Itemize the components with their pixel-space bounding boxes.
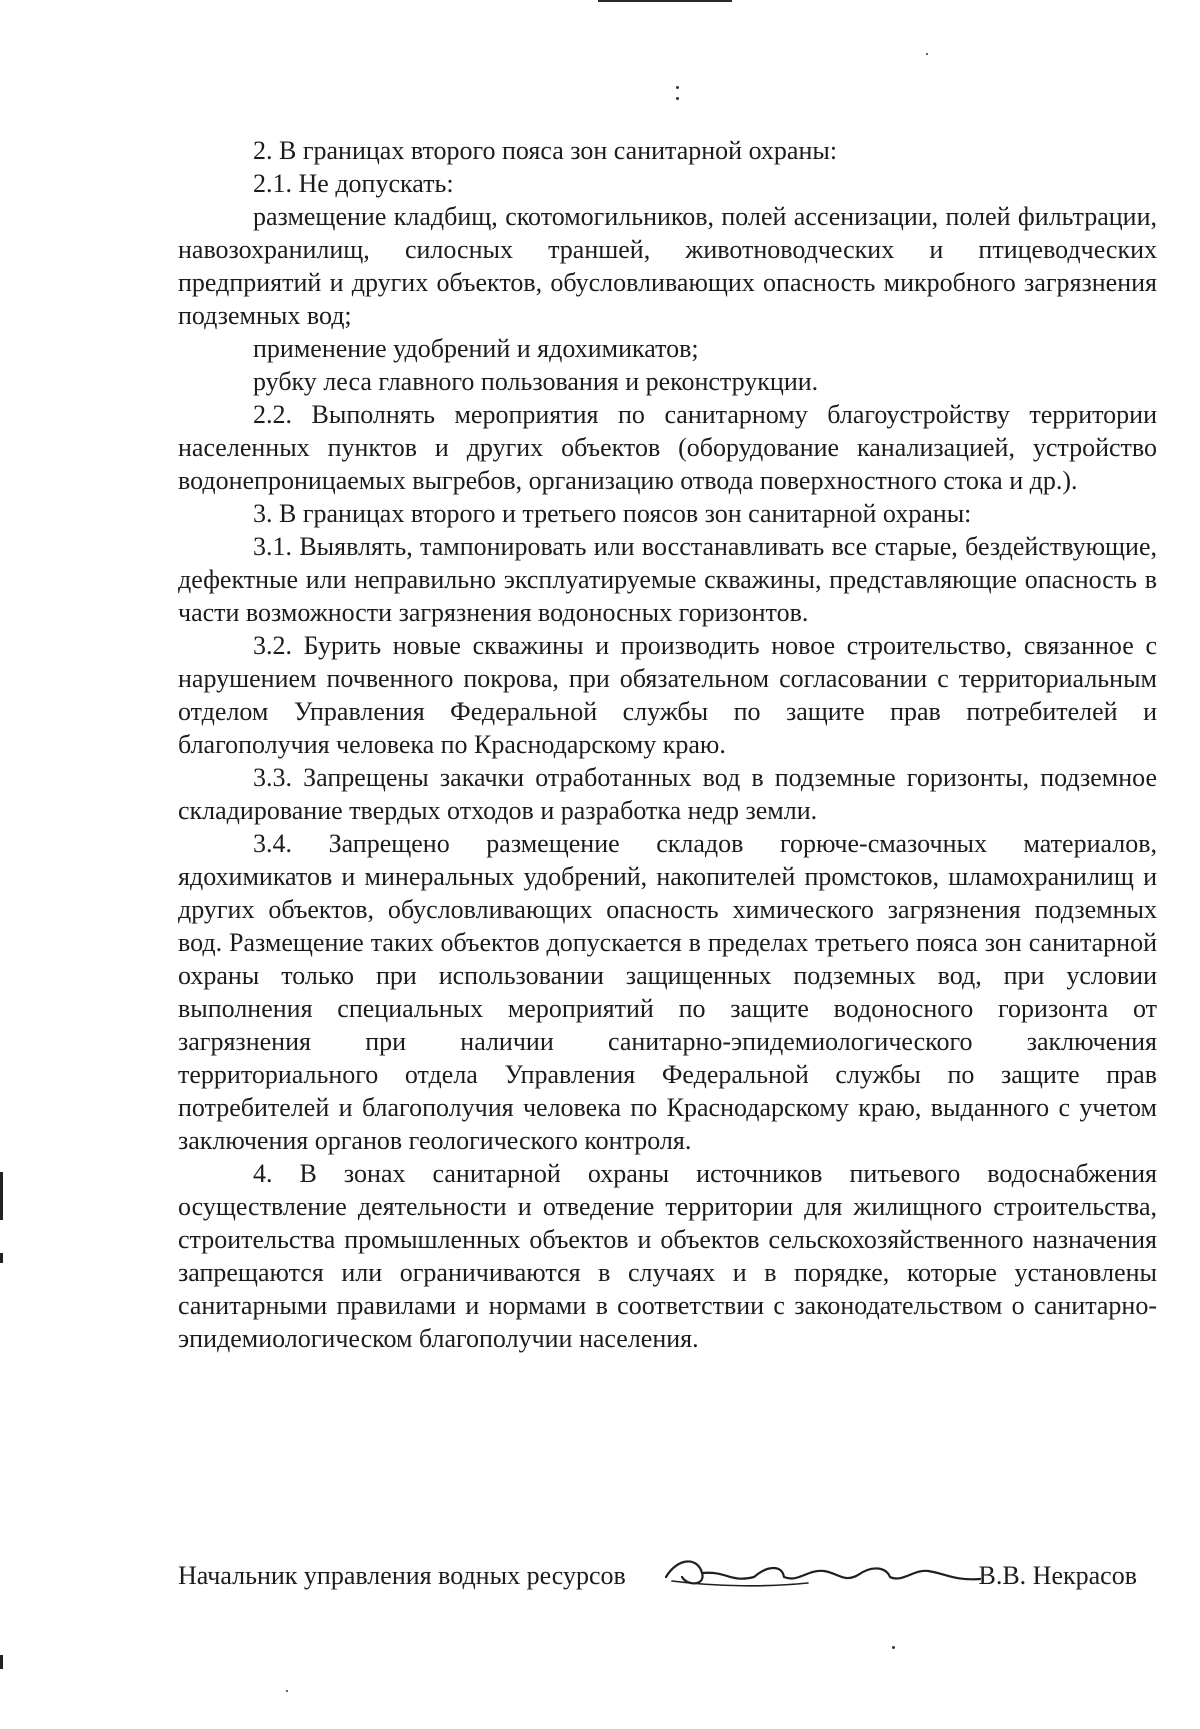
scan-edge-mark [0,1253,3,1263]
paragraph: 3. В границах второго и третьего поясов зон санитарной охраны: [253,499,972,528]
paragraph: 3.4. Запрещено размещение складов горюче-смазочных материалов, ядохимикатов и минеральных удобрений, накопителей промстоков, шламохранилищ и других объектов, обусловливающих опасность химического загрязнения подземных вод. Размещение таких объектов допускается в пределах третьего пояса зон санитарной охраны только при использовании защищенных подземных вод, при условии выполнения специальных мероприятий по защите водоносного горизонта от загрязнения при наличии санитарно-эпидемиологического заключения территориального отдела Управления Федеральной службы по защите прав потребителей и благополучия человека по Краснодарскому краю, выданного с учетом заключения органов геологического контроля. [178,829,1157,1155]
paragraph: 4. В зонах санитарной охраны источников питьевого водоснабжения осуществление деятельности и отведение территории для жилищного строительства, строительства промышленных объектов и объектов сельскохозяйственного назначения запрещаются или ограничиваются в случаях и в порядке, которые установлены санитарными правилами и нормами в соответствии с законодательством о санитарно-эпидемиологическом благополучии населения. [178,1159,1157,1353]
paragraph: 3.2. Бурить новые скважины и производить новое строительство, связанное с нарушением почвенного покрова, при обязательном согласовании с территориальным отделом Управления Федеральной службы по защите прав потребителей и благополучия человека по Краснодарскому краю. [178,631,1157,759]
paragraph: 3.1. Выявлять, тампонировать или восстанавливать все старые, бездействующие, дефектные или неправильно эксплуатируемые скважины, представляющие опасность в части возможности загрязнения водоносных горизонтов. [178,532,1157,627]
paragraph: 2. В границах второго пояса зон санитарной охраны: [253,136,838,165]
scan-edge-mark [0,1172,3,1220]
scan-speck [892,1646,895,1649]
signature-block [178,1551,1157,1591]
scan-speck [926,53,928,55]
signatory-name: В.В. Некрасов [978,1561,1137,1590]
paragraph: 3.3. Запрещены закачки отработанных вод в подземные горизонты, подземное складирование твердых отходов и разработка недр земли. [178,763,1157,825]
paragraph: 2.2. Выполнять мероприятия по санитарному благоустройству территории населенных пунктов и других объектов (оборудование канализацией, устройство водонепроницаемых выгребов, организацию отвода поверхностного стока и др.). [178,400,1157,495]
paragraph: размещение кладбищ, скотомогильников, полей ассенизации, полей фильтрации, навозохранилищ, силосных траншей, животноводческих и птицеводческих предприятий и других объектов, обусловливающих опасность микробного загрязнения подземных вод; [178,202,1157,330]
scan-speck [676,86,679,89]
scan-edge-mark [0,1655,3,1669]
scan-speck [676,97,679,100]
paragraph: рубку леса главного пользования и реконструкции. [253,367,819,396]
scan-artifact-top-line [598,0,732,2]
paragraph: применение удобрений и ядохимикатов; [253,334,699,363]
document-body [178,134,1157,1355]
handwritten-signature [658,1547,988,1591]
paragraph: 2.1. Не допускать: [253,169,454,198]
signatory-role: Начальник управления водных ресурсов [178,1561,626,1590]
scan-speck [286,1690,288,1692]
